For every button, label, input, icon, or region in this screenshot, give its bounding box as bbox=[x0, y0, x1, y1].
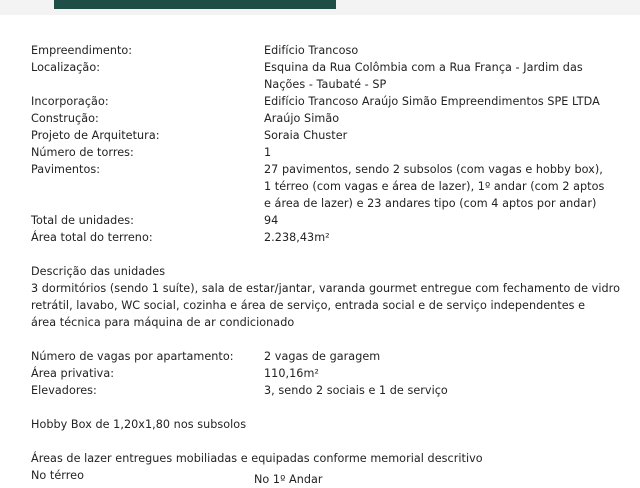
vagas-value: 2 vagas de garagem bbox=[264, 350, 381, 363]
lazer-title: Áreas de lazer entregues mobiliadas e equipadas conforme memorial descritivo bbox=[31, 452, 483, 465]
unidades-label: Total de unidades: bbox=[31, 214, 134, 227]
empreendimento-label: Empreendimento: bbox=[31, 44, 133, 57]
torres-value: 1 bbox=[264, 146, 272, 159]
projeto-value: Soraia Chuster bbox=[264, 129, 348, 142]
vagas-label: Número de vagas por apartamento: bbox=[31, 350, 234, 363]
localizacao-value-line: Esquina da Rua Colômbia com a Rua França - Jardim das bbox=[264, 61, 583, 74]
pavimentos-value-line: 27 pavimentos, sendo 2 subsolos (com vagas e hobby box), bbox=[264, 163, 603, 176]
unidades-value: 94 bbox=[264, 214, 279, 227]
lazer-terreo-label: No térreo bbox=[31, 469, 84, 482]
descricao-line: retrátil, lavabo, WC social, cozinha e área de serviço, entrada social e de serviço independentes e bbox=[31, 299, 586, 312]
area-privativa-label: Área privativa: bbox=[31, 367, 115, 380]
area-terreno-label: Área total do terreno: bbox=[31, 231, 153, 244]
area-terreno-value: 2.238,43m² bbox=[264, 231, 330, 244]
construcao-value: Araújo Simão bbox=[264, 112, 340, 125]
incorporacao-label: Incorporação: bbox=[31, 95, 109, 108]
descricao-line: área técnica para máquina de ar condicionado bbox=[31, 316, 295, 329]
localizacao-value-line: Nações - Taubaté - SP bbox=[264, 78, 387, 91]
empreendimento-value: Edifício Trancoso bbox=[264, 44, 359, 57]
torres-label: Número de torres: bbox=[31, 146, 134, 159]
area-privativa-value: 110,16m² bbox=[264, 367, 319, 380]
descricao-title: Descrição das unidades bbox=[31, 265, 166, 278]
pavimentos-label: Pavimentos: bbox=[31, 163, 101, 176]
projeto-label: Projeto de Arquitetura: bbox=[31, 129, 160, 142]
lazer-andar-label: No 1º Andar bbox=[254, 473, 323, 486]
pavimentos-value-line: e área de lazer) e 23 andares tipo (com 4 aptos por andar) bbox=[264, 197, 597, 210]
descricao-line: 3 dormitórios (sendo 1 suíte), sala de estar/jantar, varanda gourmet entregue com fechamento de vidro bbox=[31, 282, 620, 295]
incorporacao-value: Edifício Trancoso Araújo Simão Empreendimentos SPE LTDA bbox=[264, 95, 600, 108]
localizacao-label: Localização: bbox=[31, 61, 101, 74]
pavimentos-value-line: 1 térreo (com vagas e área de lazer), 1º andar (com 2 aptos bbox=[264, 180, 605, 193]
construcao-label: Construção: bbox=[31, 112, 99, 125]
elevadores-value: 3, sendo 2 sociais e 1 de serviço bbox=[264, 384, 448, 397]
elevadores-label: Elevadores: bbox=[31, 384, 97, 397]
hobby-box-text: Hobby Box de 1,20x1,80 nos subsolos bbox=[31, 418, 247, 431]
